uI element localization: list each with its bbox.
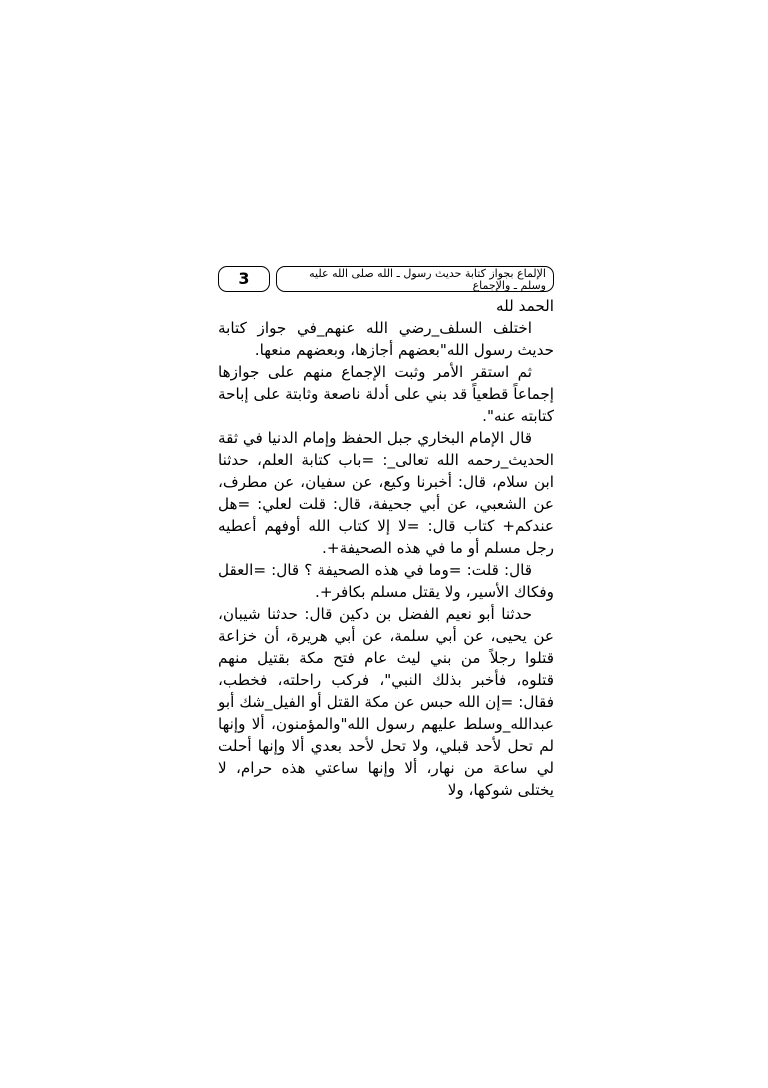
running-title: الإلماع بجواز كتابة حديث رسول ـ الله صلى الله عليه وسلم ـ والإجماع [276, 266, 554, 292]
page-header [218, 266, 554, 292]
paragraph: حدثنا أبو نعيم الفضل بن دكين قال: حدثنا شيبان، عن يحيى، عن أبي سلمة، عن أبي هريرة، أن خزاعة قتلوا رجلاً من بني ليث عام فتح مكة بقتيل منهم قتلوه، فأخبر بذلك النبي"، فركب راحلته، فخطب، فقال: =إن الله حبس عن مكة القتل أو الفيل_شك أبو عبدالله_وسلط عليهم رسول الله"والمؤمنون، ألا وإنها لم تحل لأحد قبلي، ولا تحل لأحد بعدي ألا وإنها أحلت لي ساعة من نهار، ألا وإنها ساعتي هذه حرام، لا يختلى شوكها، ولا [218, 605, 554, 799]
opening-line: الحمد لله [495, 297, 554, 315]
page-number: 3 [218, 266, 270, 292]
paragraph: قال الإمام البخاري جبل الحفظ وإمام الدنيا في ثقة الحديث_رحمه الله تعالى_: =باب كتابة العلم، حدثنا ابن سلام، قال: أخبرنا وكيع، عن سفيان، عن مطرف، عن الشعبي، عن أبي جحيفة، قال: قلت لعلي: =هل عندكم+ كتاب قال: =لا إلا كتاب الله أوفهم أعطيه رجل مسلم أو ما في هذه الصحيفة+. [218, 429, 554, 557]
paragraph: ثم استقر الأمر وثبت الإجماع منهم على جوازها إجماعاً قطعياً قد بني على أدلة ناصعة وثابتة على إباحة كتابته عنه". [218, 363, 554, 425]
paragraph: قال: قلت: =وما في هذه الصحيفة ؟ قال: =العقل وفكاك الأسير، ولا يقتل مسلم بكافر+. [218, 561, 554, 601]
paragraph: اختلف السلف_رضي الله عنهم_في جواز كتابة حديث رسول الله"بعضهم أجازها، وبعضهم منعها. [218, 319, 554, 359]
body-text [218, 295, 554, 801]
page-content [218, 266, 554, 801]
